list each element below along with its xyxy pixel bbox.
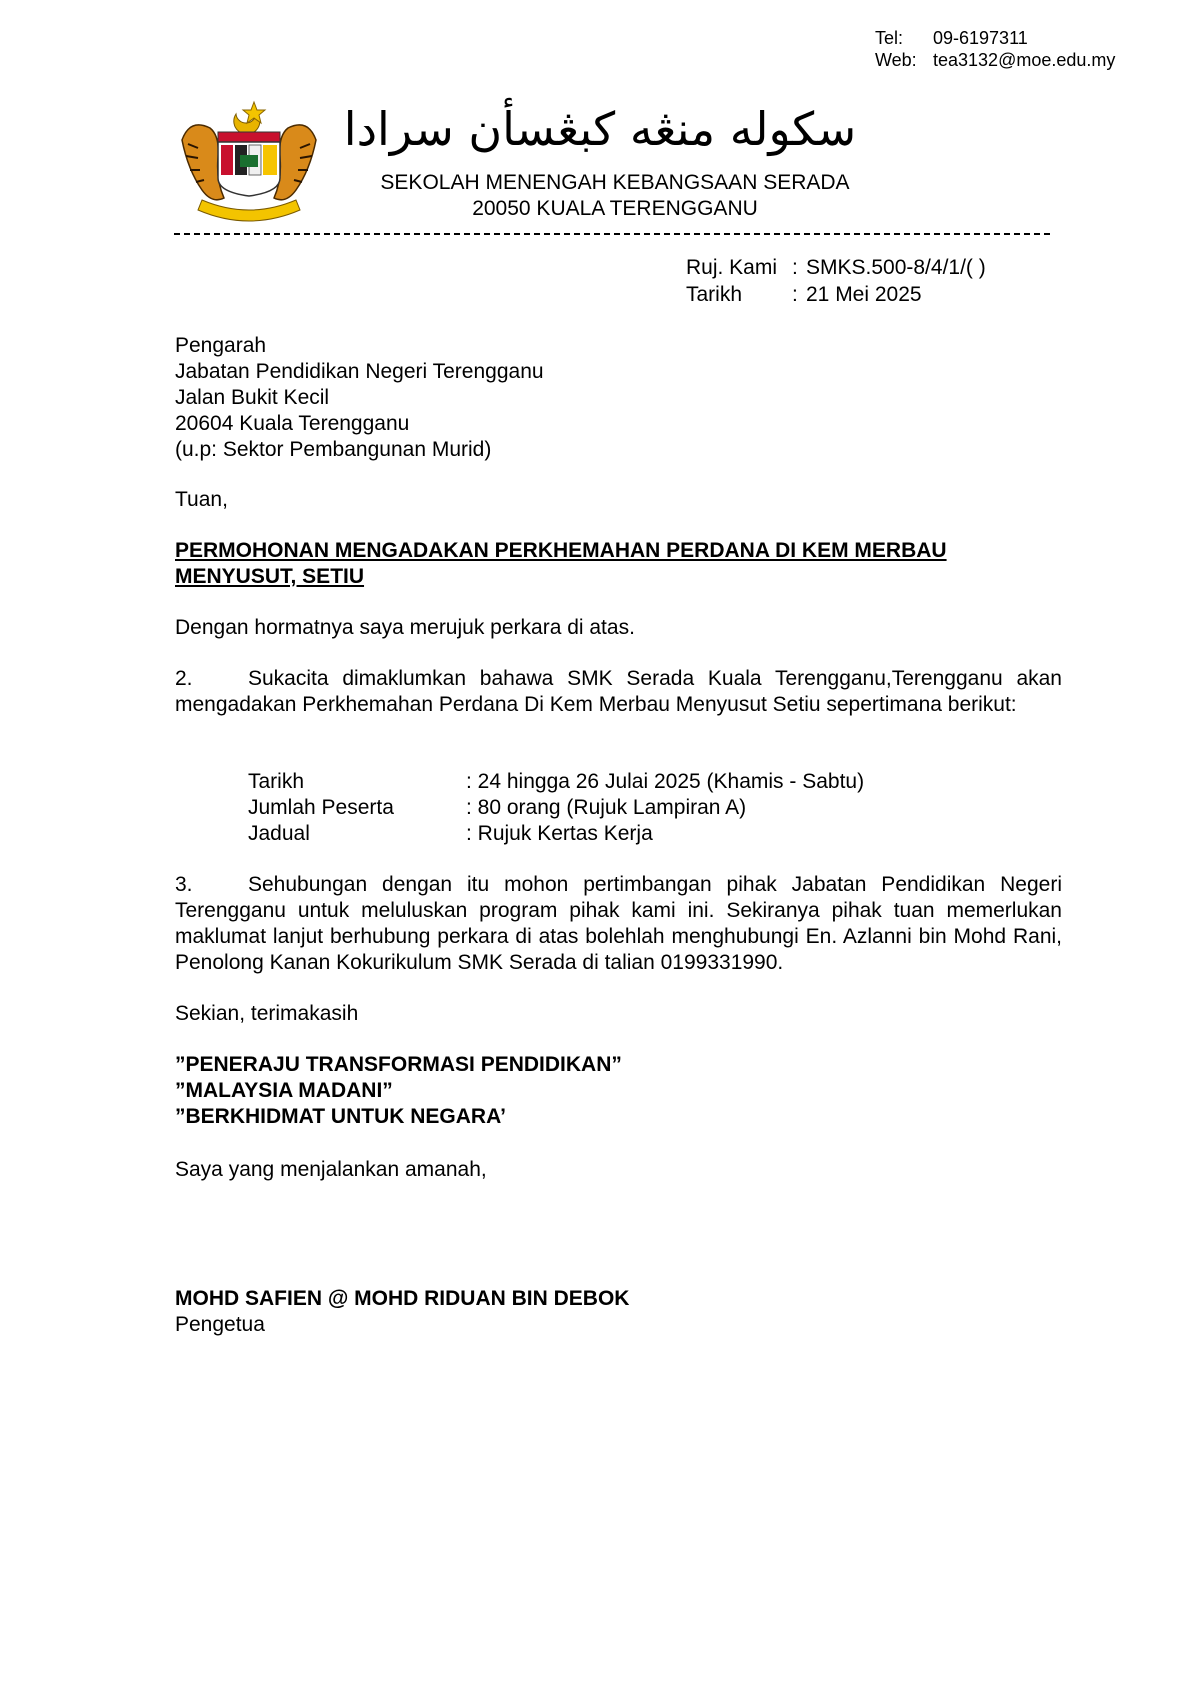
paragraph-number: 2. <box>175 667 193 690</box>
school-address: 20050 KUALA TERENGGANU <box>472 197 758 220</box>
ref-label: Ruj. Kami <box>686 256 778 279</box>
paragraph-text: Sehubungan dengan itu mohon pertimbangan pihak Jabatan Pendidikan Negeri Terengganu untuk meluluskan program pihak kami ini. Sekiranya pihak tuan memerlukan maklumat lanjut berhubung perkara di atas bolehlah menghubungi En. Azlanni bin Mohd Rani, Penolong Kanan Kokurikulum SMK Serada di talian 0199331990. <box>175 873 1062 974</box>
paragraph-2 <box>175 666 1062 718</box>
date-value: 21 Mei 2025 <box>806 283 922 306</box>
web-value: tea3132@moe.edu.my <box>933 50 1116 70</box>
recipient-address <box>175 333 1062 463</box>
detail-label: Tarikh <box>248 770 305 793</box>
web-row <box>875 49 1115 71</box>
motto-line: ”BERKHIDMAT UNTUK NEGARA’ <box>175 1105 506 1128</box>
ref-value: SMKS.500-8/4/1/( ) <box>806 256 986 279</box>
motto-line: ”PENERAJU TRANSFORMASI PENDIDIKAN” <box>175 1053 622 1076</box>
web-label: Web: <box>875 50 917 70</box>
tel-label: Tel: <box>875 28 904 48</box>
tel-value: 09-6197311 <box>933 28 1028 48</box>
date-row <box>686 281 986 308</box>
signer-title: Pengetua <box>175 1313 265 1336</box>
school-name-jawi: سکوله منڠه کبڠسأن سرادا <box>343 102 857 156</box>
salutation: Tuan, <box>175 488 228 511</box>
reference-block <box>686 254 986 308</box>
contact-block <box>875 27 1115 71</box>
tel-row <box>875 27 1115 49</box>
detail-label: Jumlah Peserta <box>248 796 394 819</box>
detail-value: : Rujuk Kertas Kerja <box>466 822 653 845</box>
intro-sentence: Dengan hormatnya saya merujuk perkara di atas. <box>175 616 635 639</box>
motto-block <box>175 1052 1062 1130</box>
school-name: SEKOLAH MENENGAH KEBANGSAAN SERADA <box>380 171 850 194</box>
recipient-line: Jalan Bukit Kecil <box>175 386 330 409</box>
paragraph-3 <box>175 872 1062 976</box>
motto-line: ”MALAYSIA MADANI” <box>175 1079 393 1102</box>
detail-row <box>248 769 864 795</box>
recipient-line: 20604 Kuala Terengganu <box>175 412 410 435</box>
signer-name: MOHD SAFIEN @ MOHD RIDUAN BIN DEBOK <box>175 1287 630 1310</box>
paragraph-number: 3. <box>175 873 193 896</box>
paragraph-text: Sukacita dimaklumkan bahawa SMK Serada Kuala Terengganu,Terengganu akan mengadakan Perkhemahan Perdana Di Kem Merbau Menyusut Setiu sepertimana berikut: <box>175 667 1062 716</box>
recipient-line: (u.p: Sektor Pembangunan Murid) <box>175 438 492 461</box>
event-details <box>248 769 864 847</box>
recipient-line: Jabatan Pendidikan Negeri Terengganu <box>175 360 544 383</box>
detail-row <box>248 821 864 847</box>
detail-value: : 80 orang (Rujuk Lampiran A) <box>466 796 747 819</box>
date-label: Tarikh <box>686 283 743 306</box>
ref-separator: : <box>792 256 798 279</box>
sign-off: Saya yang menjalankan amanah, <box>175 1158 487 1181</box>
detail-label: Jadual <box>248 822 310 845</box>
ref-row <box>686 254 986 281</box>
detail-row <box>248 795 864 821</box>
detail-value: : 24 hingga 26 Julai 2025 (Khamis - Sabtu) <box>466 770 865 793</box>
date-separator: : <box>792 283 798 306</box>
recipient-line: Pengarah <box>175 334 267 357</box>
header-divider <box>174 233 1050 235</box>
letter-subject: PERMOHONAN MENGADAKAN PERKHEMAHAN PERDANA DI KEM MERBAU MENYUSUT, SETIU <box>175 539 947 588</box>
closing-line: Sekian, terimakasih <box>175 1002 359 1025</box>
